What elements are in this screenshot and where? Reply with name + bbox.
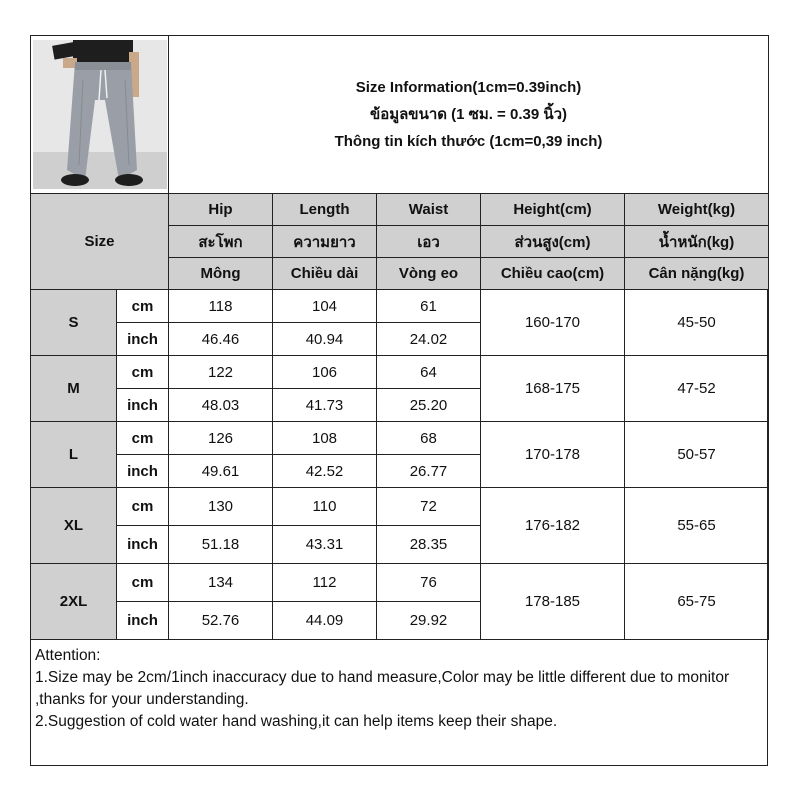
header-weight-vi: Cân nặng(kg) (625, 258, 769, 290)
cell-waist-cm: 61 (377, 290, 481, 323)
header-hip-en: Hip (169, 194, 273, 226)
header-weight-th: น้ำหนัก(kg) (625, 226, 769, 258)
cell-height: 168-175 (481, 356, 625, 422)
cell-waist-inch: 25.20 (377, 389, 481, 422)
cell-waist-cm: 76 (377, 564, 481, 602)
header-height-th: ส่วนสูง(cm) (481, 226, 625, 258)
cell-waist-inch: 26.77 (377, 455, 481, 488)
cell-weight: 55-65 (625, 488, 769, 564)
cell-hip-cm: 122 (169, 356, 273, 389)
title-thai: ข้อมูลขนาด (1 ซม. = 0.39 นิ้ว) (369, 106, 568, 123)
cell-hip-inch: 48.03 (169, 389, 273, 422)
unit-inch: inch (117, 526, 169, 564)
header-length-vi: Chiều dài (273, 258, 377, 290)
cell-waist-inch: 29.92 (377, 602, 481, 640)
cell-hip-inch: 51.18 (169, 526, 273, 564)
title-english: Size Information(1cm=0.39inch) (355, 79, 582, 96)
size-label-m: M (31, 356, 117, 422)
unit-inch: inch (117, 389, 169, 422)
header-waist-th: เอว (377, 226, 481, 258)
cell-hip-inch: 52.76 (169, 602, 273, 640)
unit-inch: inch (117, 455, 169, 488)
unit-cm: cm (117, 564, 169, 602)
attention-line-2: 2.Suggestion of cold water hand washing,it can help items keep their shape. (35, 713, 558, 730)
cell-height: 176-182 (481, 488, 625, 564)
unit-cm: cm (117, 356, 169, 389)
header-waist-vi: Vòng eo (377, 258, 481, 290)
cell-weight: 65-75 (625, 564, 769, 640)
cell-length-inch: 40.94 (273, 323, 377, 356)
cell-weight: 47-52 (625, 356, 769, 422)
cell-hip-cm: 134 (169, 564, 273, 602)
size-label-2xl: 2XL (31, 564, 117, 640)
unit-cm: cm (117, 422, 169, 455)
header-height-en: Height(cm) (481, 194, 625, 226)
cell-length-inch: 43.31 (273, 526, 377, 564)
cell-hip-cm: 126 (169, 422, 273, 455)
cell-length-inch: 42.52 (273, 455, 377, 488)
attention-line-1: 1.Size may be 2cm/1inch inaccuracy due to hand measure,Color may be little different due to monitor ,thanks for your understanding. (35, 669, 730, 708)
cell-hip-cm: 118 (169, 290, 273, 323)
attention-note (31, 641, 767, 737)
size-header: Size (31, 194, 169, 290)
cell-length-cm: 112 (273, 564, 377, 602)
product-photo (33, 40, 167, 189)
header-hip-th: สะโพก (169, 226, 273, 258)
header-length-en: Length (273, 194, 377, 226)
cell-length-inch: 44.09 (273, 602, 377, 640)
cell-waist-inch: 24.02 (377, 323, 481, 356)
unit-cm: cm (117, 488, 169, 526)
cell-weight: 50-57 (625, 422, 769, 488)
cell-hip-inch: 46.46 (169, 323, 273, 356)
cell-hip-inch: 49.61 (169, 455, 273, 488)
cell-waist-inch: 28.35 (377, 526, 481, 564)
header-waist-en: Waist (377, 194, 481, 226)
cell-length-cm: 110 (273, 488, 377, 526)
header-length-th: ความยาว (273, 226, 377, 258)
cell-hip-cm: 130 (169, 488, 273, 526)
size-label-s: S (31, 290, 117, 356)
cell-height: 170-178 (481, 422, 625, 488)
cell-height: 178-185 (481, 564, 625, 640)
cell-length-cm: 104 (273, 290, 377, 323)
cell-length-inch: 41.73 (273, 389, 377, 422)
cell-height: 160-170 (481, 290, 625, 356)
title-block (169, 36, 769, 194)
header-weight-en: Weight(kg) (625, 194, 769, 226)
size-table (30, 35, 769, 640)
cell-waist-cm: 68 (377, 422, 481, 455)
size-chart-sheet (30, 35, 768, 766)
header-height-vi: Chiều cao(cm) (481, 258, 625, 290)
cell-waist-cm: 64 (377, 356, 481, 389)
size-label-l: L (31, 422, 117, 488)
cell-length-cm: 108 (273, 422, 377, 455)
unit-inch: inch (117, 602, 169, 640)
size-label-xl: XL (31, 488, 117, 564)
unit-inch: inch (117, 323, 169, 356)
product-photo-cell (31, 36, 169, 194)
attention-heading: Attention: (35, 647, 101, 664)
cell-weight: 45-50 (625, 290, 769, 356)
cell-waist-cm: 72 (377, 488, 481, 526)
header-hip-vi: Mông (169, 258, 273, 290)
cell-length-cm: 106 (273, 356, 377, 389)
title-vietnamese: Thông tin kích thước (1cm=0,39 inch) (334, 133, 603, 150)
unit-cm: cm (117, 290, 169, 323)
